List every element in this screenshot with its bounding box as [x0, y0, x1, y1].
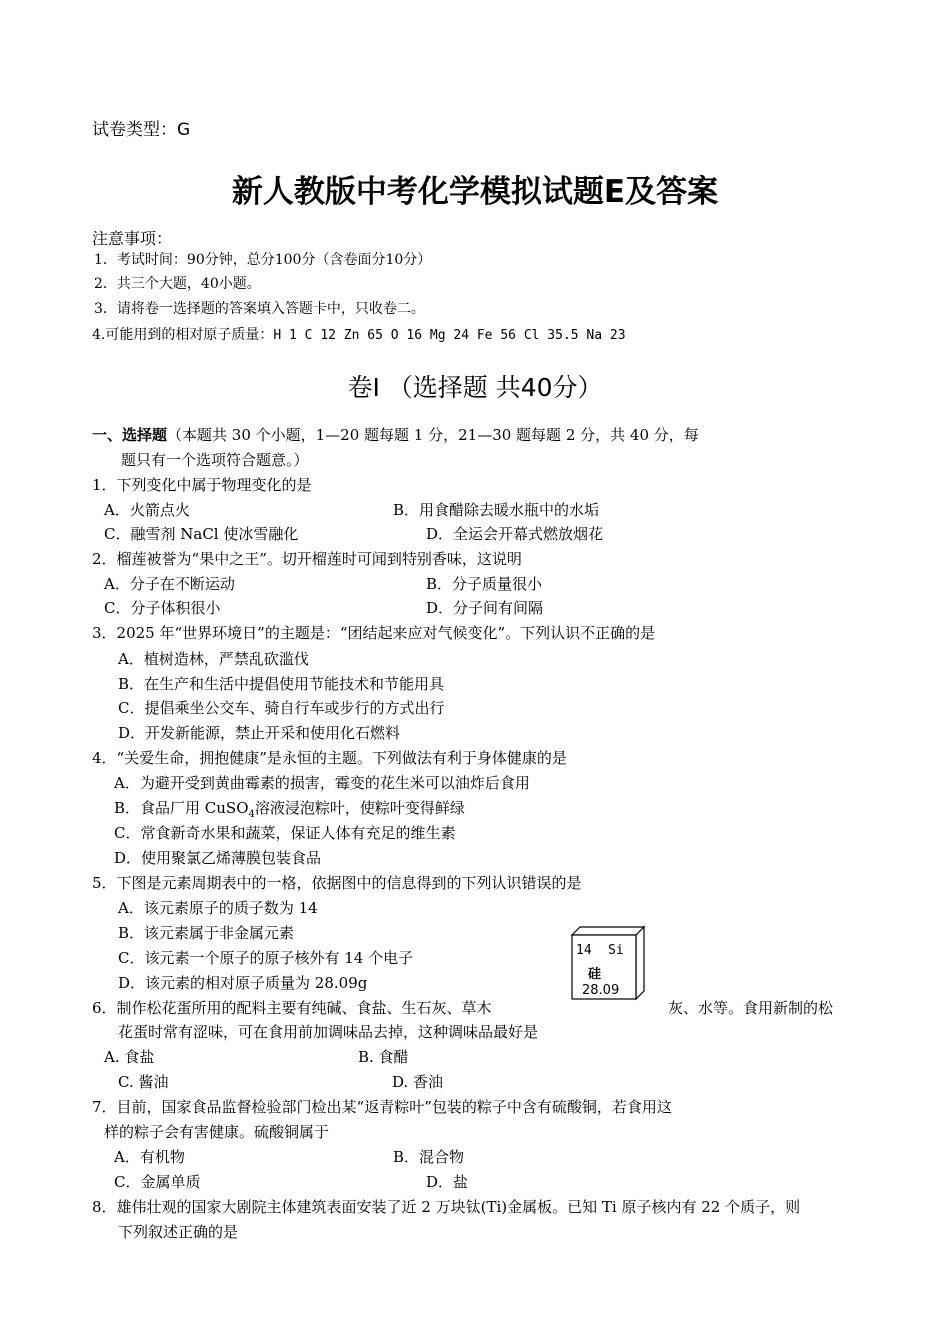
- note-item: 2．共三个大题，40小题。: [94, 276, 261, 292]
- q4-option-b: [114, 798, 465, 825]
- q2-option-b: B．分子质量很小: [426, 575, 543, 593]
- q4-option-b-text: B．食品厂用 CuSO: [114, 799, 249, 817]
- element-mass: 28.09: [582, 983, 620, 998]
- note-item: 3．请将卷一选择题的答案填入答题卡中，只收卷二。: [94, 301, 425, 317]
- q7-option-c: C．金属单质: [114, 1173, 201, 1191]
- q7-stem-line2: 样的粽子会有害健康。硫酸铜属于: [104, 1123, 330, 1141]
- section-instruction-text: （本题共 30 个小题，1—20 题每题 1 分，21—30 题每题 2 分，共 40 分，每: [167, 426, 699, 444]
- q5-option-d: D．该元素的相对原子质量为 28.09g: [118, 974, 368, 992]
- q2-option-d: D．分子间有间隔: [426, 599, 544, 617]
- q4-option-b-text-cont: 溶液浸泡粽叶，使粽叶变得鲜绿: [254, 799, 465, 817]
- q6-option-b: B. 食醋: [358, 1048, 409, 1066]
- q8-stem-line2: 下列叙述正确的是: [118, 1223, 239, 1241]
- section-instruction: [92, 425, 699, 445]
- q7-option-a: A．有机物: [114, 1148, 185, 1166]
- q2-stem: 2．榴莲被誉为“果中之王”。切开榴莲时可闻到特别香味，这说明: [92, 550, 522, 568]
- element-cell: [570, 925, 646, 1001]
- q3-stem: 3．2025 年“世界环境日”的主题是：“团结起来应对气候变化”。下列认识不正确的是: [92, 624, 656, 642]
- q6-option-a: A. 食盐: [104, 1048, 155, 1066]
- q5-stem: 5．下图是元素周期表中的一格，依据图中的信息得到的下列认识错误的是: [92, 874, 582, 892]
- q3-option-d: D．开发新能源，禁止开采和使用化石燃料: [118, 724, 401, 742]
- q3-option-c: C．提倡乘坐公交车、骑自行车或步行的方式出行: [118, 699, 445, 717]
- section-instruction-cont: 题只有一个选项符合题意。）: [121, 451, 309, 469]
- q4-option-a: A．为避开受到黄曲霉素的损害，霉变的花生米可以油炸后食用: [114, 774, 530, 792]
- q6-stem: 6．制作松花蛋所用的配料主要有纯碱、食盐、生石灰、草木: [92, 999, 492, 1017]
- q4-stem: 4．“关爱生命，拥抱健康”是永恒的主题。下列做法有利于身体健康的是: [92, 749, 567, 767]
- q7-option-b: B．混合物: [393, 1148, 465, 1166]
- q6-option-c: C. 酱油: [118, 1073, 169, 1091]
- q6-option-d: D. 香油: [392, 1073, 444, 1091]
- q3-option-a: A．植树造林，严禁乱砍滥伐: [118, 650, 309, 668]
- element-name: 硅: [588, 967, 602, 982]
- subscript: 4: [248, 809, 255, 820]
- q1-option-c: C．融雪剂 NaCl 使冰雪融化: [104, 525, 299, 543]
- q5-option-a: A．该元素原子的质子数为 14: [118, 899, 318, 917]
- q5-option-c: C．该元素一个原子的原子核外有 14 个电子: [118, 949, 414, 967]
- q2-option-a: A．分子在不断运动: [104, 575, 235, 593]
- q3-option-b: B．在生产和生活中提倡使用节能技术和节能用具: [118, 675, 445, 693]
- section-label: 一、选择题: [92, 426, 168, 444]
- note-item: 1．考试时间：90分钟，总分100分（含卷面分10分）: [94, 252, 432, 268]
- q1-stem: 1．下列变化中属于物理变化的是: [92, 476, 312, 494]
- q5-option-b: B．该元素属于非金属元素: [118, 924, 295, 942]
- section-title: 卷Ⅰ （选择题 共40分）: [347, 373, 603, 402]
- q4-option-c: C．常食新奇水果和蔬菜，保证人体有充足的维生素: [114, 824, 456, 842]
- q1-option-b: B．用食醋除去暖水瓶中的水垢: [393, 501, 600, 519]
- q1-option-d: D．全运会开幕式燃放烟花: [426, 525, 604, 543]
- note-item: [92, 325, 626, 346]
- element-symbol: Si: [608, 943, 624, 958]
- q4-option-d: D．使用聚氯乙烯薄膜包装食品: [114, 849, 322, 867]
- q8-stem: 8．雄伟壮观的国家大剧院主体建筑表面安装了近 2 万块钛(Ti)金属板。已知 Ti 原子核内有 22 个质子，则: [92, 1198, 801, 1216]
- q7-option-d: D．盐: [426, 1173, 469, 1191]
- q7-stem: 7．目前，国家食品监督检验部门检出某“返青粽叶”包装的粽子中含有硫酸铜，若食用这: [92, 1098, 672, 1116]
- element-atomic-number: 14: [576, 943, 592, 958]
- q2-option-c: C．分子体积很小: [104, 599, 221, 617]
- q6-stem-cont: 灰、水等。食用新制的松: [668, 999, 834, 1017]
- q6-stem-line2: 花蛋时常有涩味，可在食用前加调味品去掉，这种调味品最好是: [118, 1023, 539, 1041]
- paper-type: 试卷类型：G: [92, 120, 191, 140]
- note-masses-label: 4.可能用到的相对原子质量：: [92, 327, 274, 343]
- notes-heading: 注意事项：: [92, 229, 173, 248]
- atomic-masses: H 1 C 12 Zn 65 O 16 Mg 24 Fe 56 Cl 35.5 Na 23: [273, 328, 626, 343]
- page-title: 新人教版中考化学模拟试题E及答案: [231, 174, 719, 210]
- q1-option-a: A．火箭点火: [104, 501, 190, 519]
